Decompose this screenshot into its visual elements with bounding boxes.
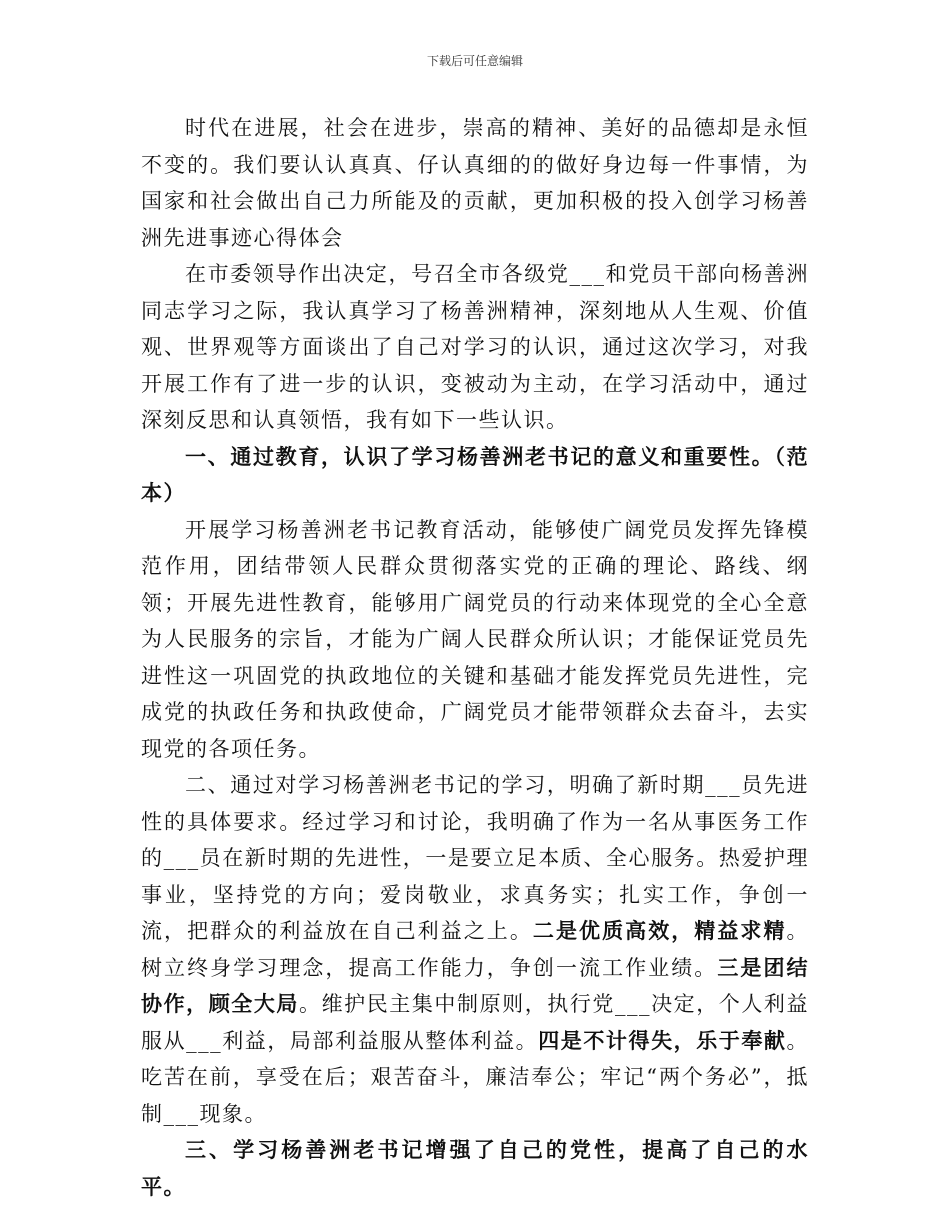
text-run: 。维护民主集中制原则，执行党___决定，个人利益服从___利益，局部利益服从整体利益。 [141, 992, 809, 1053]
section-heading-one: 一、通过教育，认识了学习杨善洲老书记的意义和重要性。（范本） [141, 443, 809, 505]
bold-point-two: 二是优质高效，精益求精 [532, 918, 787, 943]
section-heading-three: 三、学习杨善洲老书记增强了自己的党性，提高了自己的水平。 [141, 1137, 809, 1199]
paragraph-intro: 时代在进展，社会在进步，崇高的精神、美好的品德却是永恒不变的。我们要认认真真、仔认真细的的做好身边每一件事情，为国家和社会做出自己力所能及的贡献，更加积极的投入创学习杨善洲先进事迹心得体会 [141, 116, 809, 250]
document-body [141, 110, 809, 1205]
paragraph-requirements [141, 767, 809, 1132]
text-run: 。树立终身学习理念，提高工作能力，争创一流工作业绩。 [141, 919, 810, 980]
bold-point-three: 三是团结协作，顾全大局 [141, 954, 810, 1016]
text-run: 二、通过对学习杨善洲老书记的学习，明确了新时期___员先进性的具体要求。经过学习和讨论，我明确了作为一名从事医务工作的___员在新时期的先进性，一是要立足本质、全心服务。热爱护理事业，坚持党的方向；爱岗敬业，求真务实；扎实工作，争创一流，把群众的利益放在自己利益之上。 [141, 773, 809, 943]
text-run: 。吃苦在前，享受在后；艰苦奋斗，廉洁奉公；牢记“两个务必”，抵制___现象。 [141, 1028, 810, 1126]
paragraph-decision: 在市委领导作出决定，号召全市各级党___和党员干部向杨善洲同志学习之际，我认真学习了杨善洲精神，深刻地从人生观、价值观、世界观等方面谈出了自己对学习的认识，通过这次学习，对我开展工作有了进一步的认识，变被动为主动，在学习活动中，通过深刻反思和认真领悟，我有如下一些认识。 [141, 262, 809, 432]
page-header: 下载后可任意编辑 [426, 54, 523, 68]
bold-point-four: 四是不计得失，乐于奉献 [538, 1027, 787, 1053]
paragraph-education: 开展学习杨善洲老书记教育活动，能够使广阔党员发挥先锋模范作用，团结带领人民群众贯彻落实党的正确的理论、路线、纲领；开展先进性教育，能够用广阔党员的行动来体现党的全心全意为人民服务的宗旨，才能为广阔人民群众所认识；才能保证党员先进性这一巩固党的执政地位的关键和基础才能发挥党员先进性，完成党的执政任务和执政使命，广阔党员才能带领群众去奋斗，去实现党的各项任务。 [141, 517, 809, 761]
